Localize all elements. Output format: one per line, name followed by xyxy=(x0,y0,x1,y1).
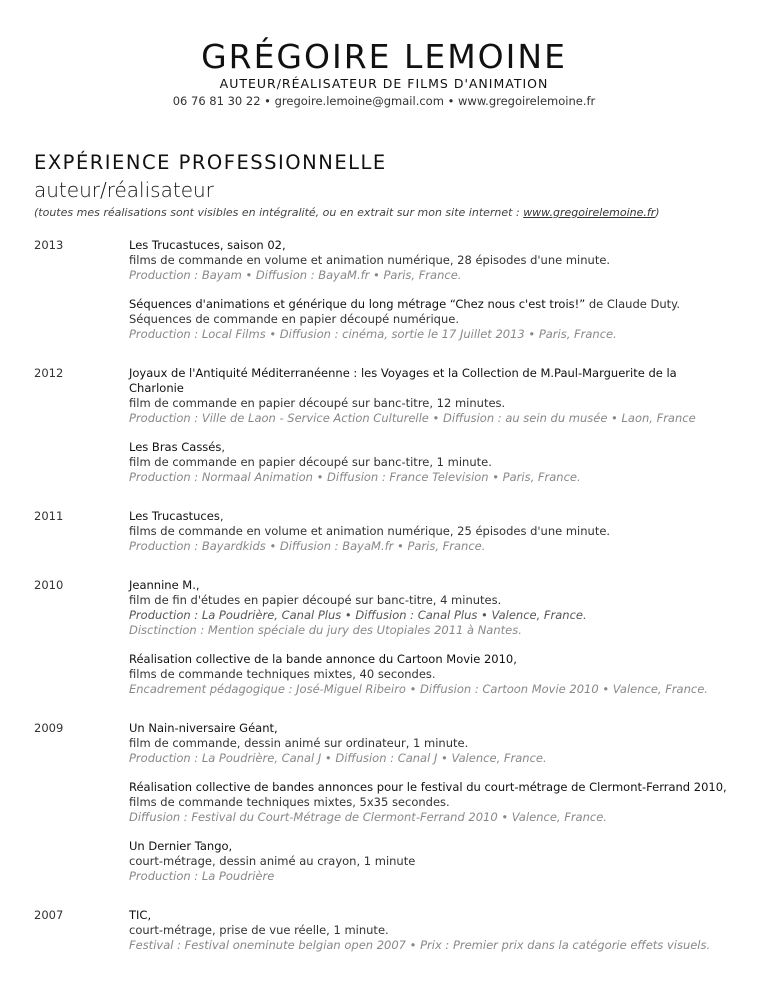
entry-year: 2009 xyxy=(34,721,64,735)
experience-entry xyxy=(34,509,734,554)
project-meta: Production : La Poudrière, Canal Plus • Diffusion : Canal Plus • Valence, France. xyxy=(129,608,587,622)
project-description: Séquences de commande en papier découpé numérique. xyxy=(129,312,460,326)
note-suffix: ) xyxy=(655,206,660,219)
project-description: court-métrage, prise de vue réelle, 1 minute. xyxy=(129,923,389,937)
entry-year: 2012 xyxy=(34,366,64,380)
project-description: film de commande en papier découpé sur banc-titre, 12 minutes. xyxy=(129,396,506,410)
project-title: TIC, xyxy=(129,908,152,922)
contact-line: 06 76 81 30 22 • gregoire.lemoine@gmail.com • www.gregoirelemoine.fr xyxy=(172,94,596,108)
project-title: Réalisation collective de bandes annonces pour le festival du court-métrage de Clermont-Ferrand 2010, xyxy=(129,780,727,794)
author-name: GRÉGOIRE LEMOINE xyxy=(201,37,567,76)
project-description: films de commande techniques mixtes, 5x35 secondes. xyxy=(129,795,450,809)
project-description: film de commande en papier découpé sur banc-titre, 1 minute. xyxy=(129,455,492,469)
author-role: AUTEUR/RÉALISATEUR DE FILMS D'ANIMATION xyxy=(219,76,549,91)
section-title: EXPÉRIENCE PROFESSIONNELLE xyxy=(34,151,387,174)
project-title: Réalisation collective de la bande annonce du Cartoon Movie 2010, xyxy=(129,652,517,666)
project-title: Les Bras Cassés xyxy=(129,440,222,454)
portfolio-note xyxy=(34,206,660,219)
entry-year: 2013 xyxy=(34,238,64,252)
project-item xyxy=(129,509,734,554)
project-title-line xyxy=(129,908,734,923)
project-item xyxy=(129,780,734,825)
project-title-line xyxy=(129,440,734,455)
project-title-extra: , xyxy=(221,440,226,454)
experience-list xyxy=(34,238,734,977)
project-item xyxy=(129,839,734,884)
project-description: films de commande techniques mixtes, 40 secondes. xyxy=(129,667,436,681)
project-meta: Production : Bayam • Diffusion : BayaM.fr • Paris, France. xyxy=(129,268,462,282)
project-item xyxy=(129,238,734,283)
project-meta: Production : Local Films • Diffusion : cinéma, sortie le 17 Juillet 2013 • Paris, France. xyxy=(129,327,617,341)
project-description: court-métrage, dessin animé au crayon, 1 minute xyxy=(129,854,416,868)
project-description: films de commande en volume et animation numérique, 28 épisodes d'une minute. xyxy=(129,253,611,267)
website-link[interactable]: www.gregoirelemoine.fr xyxy=(523,206,656,219)
experience-entry xyxy=(34,578,734,697)
experience-entry xyxy=(34,366,734,485)
project-title-line xyxy=(129,509,734,524)
project-meta: Production : Ville de Laon - Service Action Culturelle • Diffusion : au sein du musée • Laon, France xyxy=(129,411,696,425)
project-meta: Festival : Festival oneminute belgian open 2007 • Prix : Premier prix dans la catégorie effets visuels. xyxy=(129,938,711,952)
project-title-line xyxy=(129,238,734,253)
entry-year: 2007 xyxy=(34,908,64,922)
project-meta: Production : La Poudrière, Canal J • Diffusion : Canal J • Valence, France. xyxy=(129,751,547,765)
project-title: Les Trucastuces xyxy=(129,509,220,523)
project-title-line xyxy=(129,297,734,312)
experience-entry xyxy=(34,908,734,953)
project-item xyxy=(129,297,734,342)
project-meta: Production : Normaal Animation • Diffusion : France Television • Paris, France. xyxy=(129,470,581,484)
entry-year: 2010 xyxy=(34,578,64,592)
project-title-line xyxy=(129,780,734,795)
project-title: Joyaux de l'Antiquité Méditerranéenne : les Voyages et la Collection de M.Paul-Marguerite de la Charlonie xyxy=(129,366,677,395)
project-description: film de fin d'études en papier découpé sur banc-titre, 4 minutes. xyxy=(129,593,502,607)
project-title-line xyxy=(129,652,734,667)
project-item xyxy=(129,578,734,638)
project-title-line xyxy=(129,721,734,736)
project-title-line xyxy=(129,839,734,854)
project-title-extra: , xyxy=(219,509,224,523)
subsection-title: auteur/réalisateur xyxy=(34,178,214,202)
project-title: Jeannine M., xyxy=(129,578,200,592)
project-description: films de commande en volume et animation numérique, 25 épisodes d'une minute. xyxy=(129,524,611,538)
project-meta: Production : La Poudrière xyxy=(129,869,275,883)
project-title-extra: de Claude Duty. xyxy=(585,297,680,311)
project-meta: Encadrement pédagogique : José-Miguel Ribeiro • Diffusion : Cartoon Movie 2010 • Valence, France. xyxy=(129,682,708,696)
project-meta: Production : Bayardkids • Diffusion : BayaM.fr • Paris, France. xyxy=(129,539,486,553)
project-title-line xyxy=(129,578,734,593)
project-title: Un Nain-niversaire Géant, xyxy=(129,721,278,735)
project-item xyxy=(129,366,734,426)
entry-year: 2011 xyxy=(34,509,64,523)
project-item xyxy=(129,440,734,485)
project-title: Les Trucastuces, saison 02, xyxy=(129,238,286,252)
project-item xyxy=(129,652,734,697)
project-description: film de commande, dessin animé sur ordinateur, 1 minute. xyxy=(129,736,469,750)
project-item xyxy=(129,721,734,766)
project-title: Séquences d'animations et générique du long métrage “Chez nous c'est trois!” xyxy=(129,297,586,311)
experience-entry xyxy=(34,721,734,884)
project-distinction: Disctinction : Mention spéciale du jury des Utopiales 2011 à Nantes. xyxy=(129,623,522,637)
cv-header xyxy=(0,0,768,108)
experience-entry xyxy=(34,238,734,342)
project-meta: Diffusion : Festival du Court-Métrage de Clermont-Ferrand 2010 • Valence, France. xyxy=(129,810,607,824)
project-title: Un Dernier Tango, xyxy=(129,839,233,853)
project-title-line xyxy=(129,366,734,396)
project-item xyxy=(129,908,734,953)
note-prefix: (toutes mes réalisations sont visibles en intégralité, ou en extrait sur mon site internet : xyxy=(34,206,524,219)
